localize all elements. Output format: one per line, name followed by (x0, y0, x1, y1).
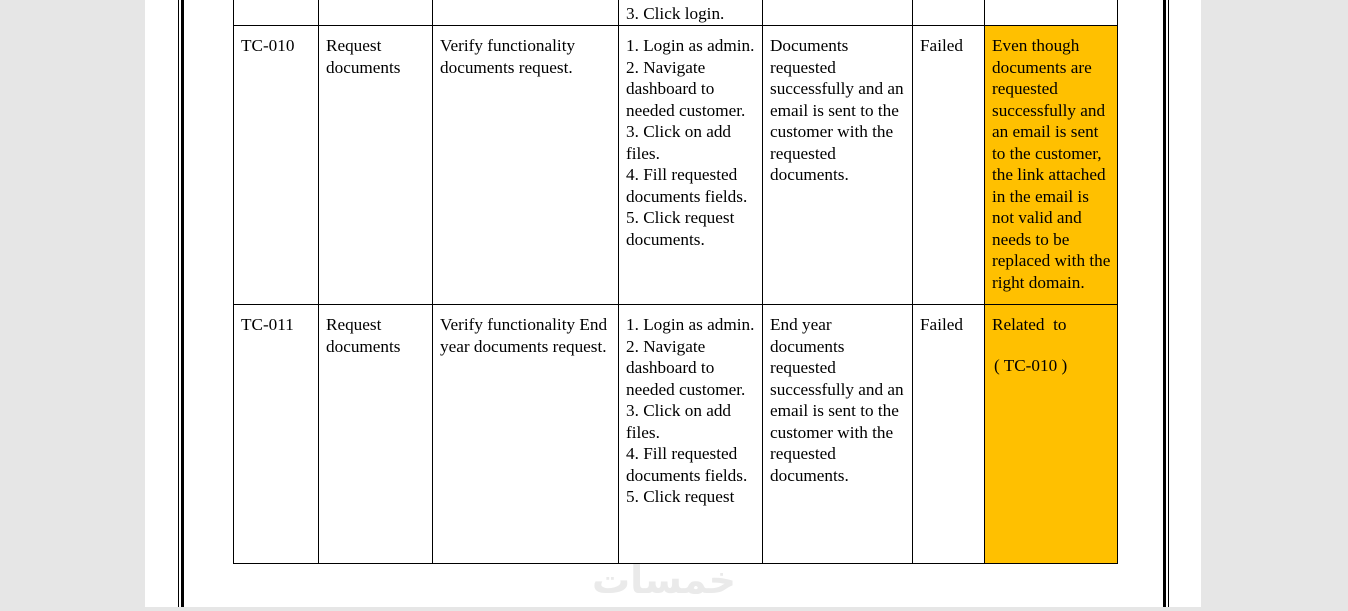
page-border-right-inner (1163, 0, 1166, 607)
step-line: 5. Click request (626, 487, 735, 506)
step-line: 3. Click on add files. (626, 122, 736, 163)
step-line: 1. Login as admin. (626, 315, 755, 334)
test-case-table (233, 0, 1118, 564)
table-row-partial (234, 0, 1118, 26)
step-line: 4. Fill requested documents fields. (626, 165, 748, 206)
table-row (234, 305, 1118, 564)
cell-expected: Documents requested successfully and an email is sent to the customer with the requested documents. (763, 26, 913, 305)
page-border-left-outer (178, 0, 179, 607)
step-line: 3. Click on add files. (626, 401, 736, 442)
step-line: 3. Click login. (626, 4, 725, 23)
step-line: 1. Login as admin. (626, 36, 755, 55)
cell-comments (985, 305, 1118, 564)
step-line: 2. Navigate dashboard to needed customer. (626, 57, 746, 120)
cell-steps (619, 26, 763, 305)
watermark-logo: خمسات (592, 558, 736, 602)
table-row (234, 26, 1118, 305)
cell-status (913, 0, 985, 26)
cell-comments (985, 26, 1118, 305)
comment-line: ( TC-010 ) (994, 355, 1068, 375)
cell-id (234, 0, 319, 26)
page-border-right-outer (1168, 0, 1169, 607)
cell-steps (619, 0, 763, 26)
cell-comments (985, 0, 1118, 26)
cell-feature: Request documents (319, 26, 433, 305)
page-border-left-inner (181, 0, 184, 607)
cell-expected: End year documents requested successfully and an email is sent to the customer with the requested documents. (763, 305, 913, 564)
cell-description (433, 0, 619, 26)
cell-steps (619, 305, 763, 564)
cell-expected (763, 0, 913, 26)
cell-status: Failed (913, 305, 985, 564)
cell-description: Verify functionality documents request. (433, 26, 619, 305)
cell-feature (319, 0, 433, 26)
cell-id: TC-011 (234, 305, 319, 564)
cell-status: Failed (913, 26, 985, 305)
comment-line: Even though documents are requested successfully and an email is sent to the customer, the link attached in the email is not valid and needs to be replaced with the right domain. (992, 36, 1115, 292)
comment-line: Related to (992, 315, 1067, 334)
step-line: 5. Click request documents. (626, 208, 739, 249)
step-line: 2. Navigate dashboard to needed customer. (626, 336, 746, 399)
step-line: 4. Fill requested documents fields. (626, 444, 748, 485)
cell-feature: Request documents (319, 305, 433, 564)
cell-description: Verify functionality End year documents request. (433, 305, 619, 564)
cell-id: TC-010 (234, 26, 319, 305)
